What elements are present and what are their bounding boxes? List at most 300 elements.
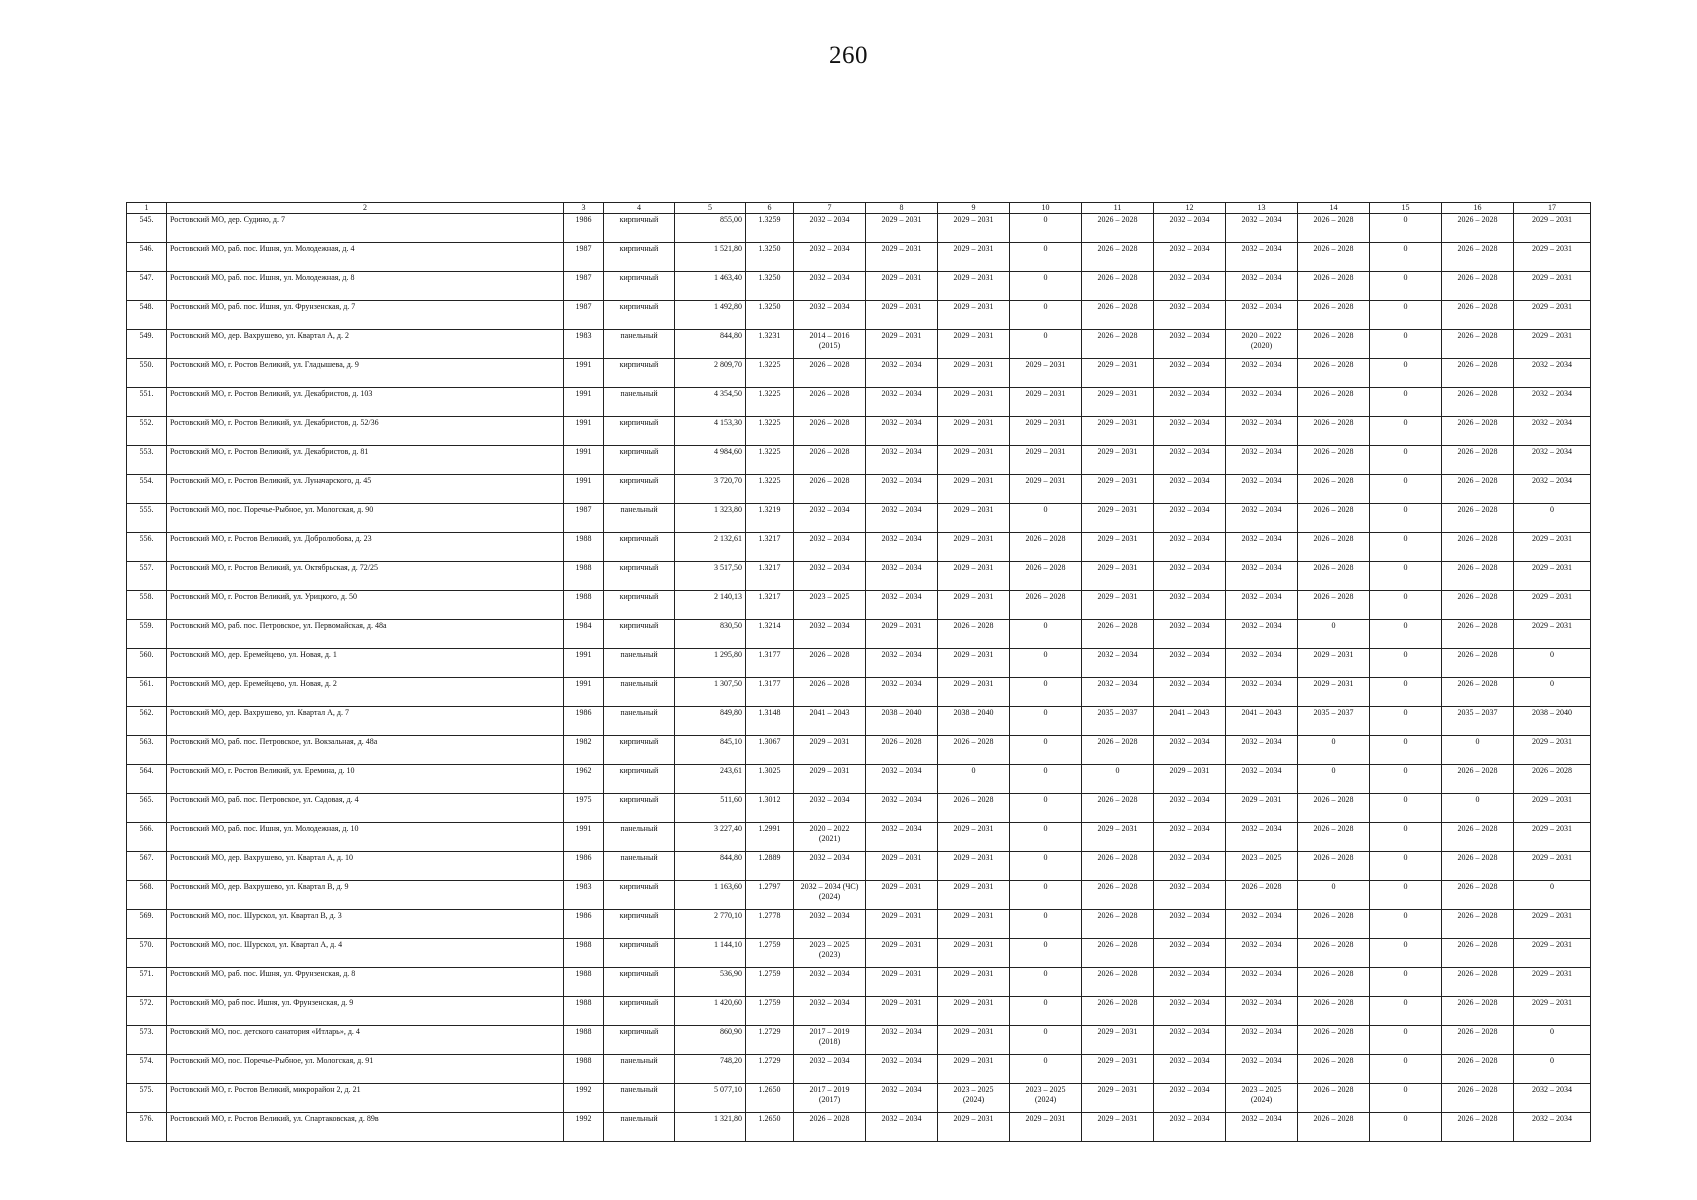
row-number-cell: 571. (127, 968, 167, 997)
cell-col-16: 2026 – 2028 (1442, 881, 1514, 910)
cell-col-16: 2026 – 2028 (1442, 1055, 1514, 1084)
cell-col-3: 1988 (564, 968, 604, 997)
cell-col-13: 2032 – 2034 (1226, 968, 1298, 997)
column-number-4: 4 (604, 203, 675, 214)
cell-col-8: 2032 – 2034 (866, 1055, 938, 1084)
cell-col-13: 2032 – 2034 (1226, 359, 1298, 388)
table-row (127, 1113, 1591, 1142)
cell-col-7: 2023 – 2025 (2023) (794, 939, 866, 968)
cell-col-8: 2029 – 2031 (866, 272, 938, 301)
cell-col-9: 2029 – 2031 (938, 939, 1010, 968)
cell-col-11: 2026 – 2028 (1082, 939, 1154, 968)
cell-col-3: 1992 (564, 1084, 604, 1113)
cell-col-16: 2026 – 2028 (1442, 649, 1514, 678)
cell-col-14: 2026 – 2028 (1298, 852, 1370, 881)
cell-col-7: 2026 – 2028 (794, 475, 866, 504)
area-cell: 1 144,10 (675, 939, 746, 968)
cell-col-8: 2029 – 2031 (866, 214, 938, 243)
cell-col-8: 2032 – 2034 (866, 359, 938, 388)
cell-col-12: 2032 – 2034 (1154, 1026, 1226, 1055)
cell-col-14: 2026 – 2028 (1298, 823, 1370, 852)
cell-col-17: 2029 – 2031 (1514, 939, 1591, 968)
cell-col-13: 2026 – 2028 (1226, 881, 1298, 910)
cell-col-9: 2026 – 2028 (938, 794, 1010, 823)
table-row (127, 794, 1591, 823)
cell-col-11: 2026 – 2028 (1082, 620, 1154, 649)
cell-col-14: 2026 – 2028 (1298, 562, 1370, 591)
cell-col-3: 1986 (564, 214, 604, 243)
cell-col-11: 2029 – 2031 (1082, 1113, 1154, 1142)
cell-col-16: 2026 – 2028 (1442, 1113, 1514, 1142)
cell-col-16: 2035 – 2037 (1442, 707, 1514, 736)
cell-col-11: 2026 – 2028 (1082, 330, 1154, 359)
cell-col-13: 2032 – 2034 (1226, 562, 1298, 591)
cell-col-12: 2032 – 2034 (1154, 330, 1226, 359)
cell-col-4: кирпичный (604, 794, 675, 823)
cell-col-6: 1.2778 (746, 910, 794, 939)
area-cell: 1 463,40 (675, 272, 746, 301)
address-cell: Ростовский МО, раб. пос. Ишня, ул. Фрунзенская, д. 8 (167, 968, 564, 997)
cell-col-11: 2029 – 2031 (1082, 1026, 1154, 1055)
cell-col-14: 2026 – 2028 (1298, 533, 1370, 562)
cell-col-16: 2026 – 2028 (1442, 475, 1514, 504)
cell-col-14: 2026 – 2028 (1298, 214, 1370, 243)
cell-col-14: 2026 – 2028 (1298, 388, 1370, 417)
cell-col-17: 2029 – 2031 (1514, 562, 1591, 591)
table-row (127, 823, 1591, 852)
cell-col-16: 2026 – 2028 (1442, 939, 1514, 968)
cell-col-13: 2032 – 2034 (1226, 591, 1298, 620)
address-cell: Ростовский МО, пос. Поречье-Рыбное, ул. Мологская, д. 90 (167, 504, 564, 533)
address-cell: Ростовский МО, раб. пос. Ишня, ул. Молодежная, д. 4 (167, 243, 564, 272)
cell-col-9: 2023 – 2025 (2024) (938, 1084, 1010, 1113)
cell-col-17: 2032 – 2034 (1514, 475, 1591, 504)
table-row (127, 678, 1591, 707)
cell-col-7: 2029 – 2031 (794, 736, 866, 765)
cell-col-8: 2032 – 2034 (866, 446, 938, 475)
cell-col-13: 2032 – 2034 (1226, 417, 1298, 446)
cell-col-15: 0 (1370, 1055, 1442, 1084)
cell-col-17: 2029 – 2031 (1514, 272, 1591, 301)
cell-col-17: 2032 – 2034 (1514, 388, 1591, 417)
area-cell: 4 984,60 (675, 446, 746, 475)
address-cell: Ростовский МО, г. Ростов Великий, ул. Урицкого, д. 50 (167, 591, 564, 620)
cell-col-3: 1986 (564, 910, 604, 939)
cell-col-11: 2026 – 2028 (1082, 910, 1154, 939)
cell-col-7: 2026 – 2028 (794, 446, 866, 475)
cell-col-7: 2032 – 2034 (794, 214, 866, 243)
cell-col-3: 1975 (564, 794, 604, 823)
cell-col-10: 0 (1010, 1055, 1082, 1084)
cell-col-6: 1.3148 (746, 707, 794, 736)
cell-col-12: 2032 – 2034 (1154, 794, 1226, 823)
column-number-15: 15 (1370, 203, 1442, 214)
cell-col-6: 1.2650 (746, 1084, 794, 1113)
cell-col-16: 2026 – 2028 (1442, 562, 1514, 591)
area-cell: 1 307,50 (675, 678, 746, 707)
cell-col-3: 1988 (564, 1026, 604, 1055)
row-number-cell: 572. (127, 997, 167, 1026)
cell-col-7: 2032 – 2034 (794, 562, 866, 591)
cell-col-10: 0 (1010, 736, 1082, 765)
cell-col-8: 2032 – 2034 (866, 591, 938, 620)
cell-col-9: 2029 – 2031 (938, 881, 1010, 910)
cell-col-9: 2029 – 2031 (938, 823, 1010, 852)
address-cell: Ростовский МО, пос. Шурскол, ул. Квартал В, д. 3 (167, 910, 564, 939)
cell-col-11: 2032 – 2034 (1082, 678, 1154, 707)
cell-col-14: 2029 – 2031 (1298, 649, 1370, 678)
cell-col-14: 2026 – 2028 (1298, 243, 1370, 272)
cell-col-6: 1.3217 (746, 591, 794, 620)
cell-col-16: 2026 – 2028 (1442, 359, 1514, 388)
cell-col-8: 2032 – 2034 (866, 504, 938, 533)
cell-col-6: 1.2759 (746, 997, 794, 1026)
cell-col-14: 2026 – 2028 (1298, 359, 1370, 388)
table-row (127, 388, 1591, 417)
cell-col-4: кирпичный (604, 272, 675, 301)
cell-col-17: 2029 – 2031 (1514, 301, 1591, 330)
table-row (127, 243, 1591, 272)
cell-col-9: 2029 – 2031 (938, 243, 1010, 272)
row-number-cell: 556. (127, 533, 167, 562)
cell-col-8: 2029 – 2031 (866, 620, 938, 649)
cell-col-3: 1991 (564, 388, 604, 417)
cell-col-7: 2020 – 2022 (2021) (794, 823, 866, 852)
cell-col-6: 1.3250 (746, 272, 794, 301)
cell-col-4: кирпичный (604, 997, 675, 1026)
cell-col-11: 2026 – 2028 (1082, 881, 1154, 910)
row-number-cell: 549. (127, 330, 167, 359)
cell-col-12: 2032 – 2034 (1154, 939, 1226, 968)
cell-col-6: 1.3067 (746, 736, 794, 765)
cell-col-17: 2029 – 2031 (1514, 591, 1591, 620)
table-row (127, 1055, 1591, 1084)
cell-col-10: 0 (1010, 910, 1082, 939)
cell-col-9: 2029 – 2031 (938, 272, 1010, 301)
cell-col-9: 2038 – 2040 (938, 707, 1010, 736)
cell-col-4: кирпичный (604, 1026, 675, 1055)
cell-col-8: 2032 – 2034 (866, 1084, 938, 1113)
cell-col-13: 2029 – 2031 (1226, 794, 1298, 823)
cell-col-12: 2032 – 2034 (1154, 1113, 1226, 1142)
cell-col-6: 1.2729 (746, 1026, 794, 1055)
cell-col-6: 1.2759 (746, 968, 794, 997)
cell-col-15: 0 (1370, 852, 1442, 881)
area-cell: 2 770,10 (675, 910, 746, 939)
address-cell: Ростовский МО, дер. Еремейцево, ул. Новая, д. 1 (167, 649, 564, 678)
cell-col-9: 2029 – 2031 (938, 562, 1010, 591)
cell-col-17: 0 (1514, 1026, 1591, 1055)
row-number-cell: 567. (127, 852, 167, 881)
cell-col-15: 0 (1370, 794, 1442, 823)
cell-col-10: 2026 – 2028 (1010, 591, 1082, 620)
cell-col-10: 0 (1010, 243, 1082, 272)
cell-col-7: 2032 – 2034 (794, 852, 866, 881)
cell-col-17: 2032 – 2034 (1514, 446, 1591, 475)
row-number-cell: 565. (127, 794, 167, 823)
cell-col-11: 2026 – 2028 (1082, 243, 1154, 272)
cell-col-12: 2032 – 2034 (1154, 910, 1226, 939)
cell-col-9: 2029 – 2031 (938, 475, 1010, 504)
cell-col-11: 2029 – 2031 (1082, 359, 1154, 388)
cell-col-16: 2026 – 2028 (1442, 678, 1514, 707)
cell-col-11: 2029 – 2031 (1082, 562, 1154, 591)
address-cell: Ростовский МО, раб. пос. Петровское, ул. Первомайская, д. 48а (167, 620, 564, 649)
cell-col-3: 1991 (564, 417, 604, 446)
cell-col-11: 2029 – 2031 (1082, 591, 1154, 620)
table-row (127, 301, 1591, 330)
cell-col-3: 1988 (564, 939, 604, 968)
row-number-cell: 569. (127, 910, 167, 939)
table-row (127, 475, 1591, 504)
cell-col-9: 2029 – 2031 (938, 504, 1010, 533)
cell-col-15: 0 (1370, 910, 1442, 939)
cell-col-10: 0 (1010, 1026, 1082, 1055)
cell-col-16: 0 (1442, 736, 1514, 765)
cell-col-11: 2026 – 2028 (1082, 852, 1154, 881)
row-number-cell: 558. (127, 591, 167, 620)
table-row (127, 881, 1591, 910)
address-cell: Ростовский МО, пос. детского санатория «Итларь», д. 4 (167, 1026, 564, 1055)
cell-col-3: 1991 (564, 446, 604, 475)
area-cell: 3 517,50 (675, 562, 746, 591)
cell-col-12: 2032 – 2034 (1154, 533, 1226, 562)
cell-col-13: 2032 – 2034 (1226, 243, 1298, 272)
cell-col-7: 2026 – 2028 (794, 359, 866, 388)
cell-col-3: 1991 (564, 823, 604, 852)
row-number-cell: 570. (127, 939, 167, 968)
cell-col-10: 2029 – 2031 (1010, 446, 1082, 475)
cell-col-4: панельный (604, 504, 675, 533)
address-cell: Ростовский МО, дер. Еремейцево, ул. Новая, д. 2 (167, 678, 564, 707)
cell-col-14: 2026 – 2028 (1298, 968, 1370, 997)
cell-col-16: 2026 – 2028 (1442, 765, 1514, 794)
cell-col-10: 0 (1010, 649, 1082, 678)
column-number-1: 1 (127, 203, 167, 214)
cell-col-4: панельный (604, 823, 675, 852)
cell-col-17: 0 (1514, 1055, 1591, 1084)
cell-col-6: 1.3225 (746, 475, 794, 504)
cell-col-12: 2032 – 2034 (1154, 852, 1226, 881)
cell-col-11: 2029 – 2031 (1082, 475, 1154, 504)
cell-col-13: 2023 – 2025 (2024) (1226, 1084, 1298, 1113)
cell-col-16: 2026 – 2028 (1442, 272, 1514, 301)
cell-col-17: 2032 – 2034 (1514, 417, 1591, 446)
cell-col-8: 2032 – 2034 (866, 562, 938, 591)
cell-col-11: 2026 – 2028 (1082, 968, 1154, 997)
table-row (127, 649, 1591, 678)
cell-col-13: 2032 – 2034 (1226, 1055, 1298, 1084)
row-number-cell: 568. (127, 881, 167, 910)
cell-col-12: 2032 – 2034 (1154, 272, 1226, 301)
cell-col-12: 2032 – 2034 (1154, 417, 1226, 446)
cell-col-16: 2026 – 2028 (1442, 1084, 1514, 1113)
cell-col-17: 0 (1514, 678, 1591, 707)
cell-col-3: 1983 (564, 881, 604, 910)
cell-col-8: 2029 – 2031 (866, 968, 938, 997)
cell-col-10: 0 (1010, 214, 1082, 243)
cell-col-13: 2032 – 2034 (1226, 533, 1298, 562)
row-number-cell: 553. (127, 446, 167, 475)
cell-col-15: 0 (1370, 591, 1442, 620)
cell-col-8: 2029 – 2031 (866, 852, 938, 881)
cell-col-8: 2032 – 2034 (866, 1026, 938, 1055)
cell-col-15: 0 (1370, 1113, 1442, 1142)
table-row (127, 417, 1591, 446)
row-number-cell: 547. (127, 272, 167, 301)
cell-col-14: 2026 – 2028 (1298, 1084, 1370, 1113)
cell-col-7: 2032 – 2034 (794, 301, 866, 330)
cell-col-9: 2029 – 2031 (938, 388, 1010, 417)
cell-col-6: 1.2797 (746, 881, 794, 910)
cell-col-6: 1.3217 (746, 533, 794, 562)
cell-col-9: 2029 – 2031 (938, 910, 1010, 939)
cell-col-3: 1988 (564, 997, 604, 1026)
table-row (127, 939, 1591, 968)
cell-col-15: 0 (1370, 678, 1442, 707)
cell-col-9: 2029 – 2031 (938, 591, 1010, 620)
table-row (127, 620, 1591, 649)
cell-col-9: 2029 – 2031 (938, 301, 1010, 330)
cell-col-11: 2026 – 2028 (1082, 736, 1154, 765)
cell-col-17: 0 (1514, 504, 1591, 533)
cell-col-3: 1982 (564, 736, 604, 765)
cell-col-4: кирпичный (604, 417, 675, 446)
cell-col-17: 2029 – 2031 (1514, 823, 1591, 852)
table-row (127, 707, 1591, 736)
cell-col-7: 2029 – 2031 (794, 765, 866, 794)
cell-col-14: 2026 – 2028 (1298, 330, 1370, 359)
cell-col-12: 2032 – 2034 (1154, 475, 1226, 504)
cell-col-11: 2035 – 2037 (1082, 707, 1154, 736)
area-cell: 4 153,30 (675, 417, 746, 446)
cell-col-10: 0 (1010, 330, 1082, 359)
column-number-17: 17 (1514, 203, 1591, 214)
table-row (127, 562, 1591, 591)
cell-col-12: 2032 – 2034 (1154, 649, 1226, 678)
cell-col-10: 0 (1010, 852, 1082, 881)
cell-col-6: 1.3250 (746, 243, 794, 272)
cell-col-3: 1983 (564, 330, 604, 359)
cell-col-17: 0 (1514, 881, 1591, 910)
table-row (127, 330, 1591, 359)
cell-col-10: 0 (1010, 968, 1082, 997)
cell-col-6: 1.3231 (746, 330, 794, 359)
cell-col-3: 1988 (564, 591, 604, 620)
cell-col-3: 1987 (564, 504, 604, 533)
cell-col-12: 2032 – 2034 (1154, 1055, 1226, 1084)
row-number-cell: 574. (127, 1055, 167, 1084)
area-cell: 1 521,80 (675, 243, 746, 272)
cell-col-8: 2032 – 2034 (866, 649, 938, 678)
cell-col-14: 2026 – 2028 (1298, 504, 1370, 533)
area-cell: 748,20 (675, 1055, 746, 1084)
cell-col-6: 1.3259 (746, 214, 794, 243)
address-cell: Ростовский МО, пос. Поречье-Рыбное, ул. Мологская, д. 91 (167, 1055, 564, 1084)
cell-col-12: 2032 – 2034 (1154, 591, 1226, 620)
area-cell: 830,50 (675, 620, 746, 649)
cell-col-14: 2035 – 2037 (1298, 707, 1370, 736)
cell-col-11: 2029 – 2031 (1082, 823, 1154, 852)
cell-col-4: кирпичный (604, 881, 675, 910)
area-cell: 2 809,70 (675, 359, 746, 388)
table-row (127, 968, 1591, 997)
cell-col-15: 0 (1370, 765, 1442, 794)
cell-col-13: 2032 – 2034 (1226, 649, 1298, 678)
cell-col-16: 2026 – 2028 (1442, 504, 1514, 533)
column-number-row (127, 203, 1591, 214)
cell-col-4: кирпичный (604, 243, 675, 272)
column-number-7: 7 (794, 203, 866, 214)
cell-col-16: 2026 – 2028 (1442, 388, 1514, 417)
cell-col-11: 2026 – 2028 (1082, 214, 1154, 243)
row-number-cell: 566. (127, 823, 167, 852)
cell-col-3: 1988 (564, 533, 604, 562)
cell-col-6: 1.2889 (746, 852, 794, 881)
area-cell: 2 132,61 (675, 533, 746, 562)
cell-col-13: 2020 – 2022 (2020) (1226, 330, 1298, 359)
cell-col-13: 2032 – 2034 (1226, 446, 1298, 475)
cell-col-12: 2032 – 2034 (1154, 388, 1226, 417)
cell-col-10: 2029 – 2031 (1010, 475, 1082, 504)
cell-col-4: панельный (604, 330, 675, 359)
cell-col-3: 1986 (564, 707, 604, 736)
cell-col-8: 2032 – 2034 (866, 678, 938, 707)
cell-col-13: 2032 – 2034 (1226, 765, 1298, 794)
cell-col-8: 2029 – 2031 (866, 939, 938, 968)
area-cell: 855,00 (675, 214, 746, 243)
cell-col-8: 2032 – 2034 (866, 1113, 938, 1142)
cell-col-3: 1984 (564, 620, 604, 649)
cell-col-4: панельный (604, 1113, 675, 1142)
table-row (127, 533, 1591, 562)
cell-col-3: 1992 (564, 1113, 604, 1142)
cell-col-17: 2029 – 2031 (1514, 794, 1591, 823)
cell-col-13: 2032 – 2034 (1226, 997, 1298, 1026)
cell-col-3: 1986 (564, 852, 604, 881)
cell-col-4: панельный (604, 1055, 675, 1084)
cell-col-12: 2032 – 2034 (1154, 446, 1226, 475)
table-row (127, 1026, 1591, 1055)
cell-col-10: 0 (1010, 620, 1082, 649)
cell-col-9: 2029 – 2031 (938, 649, 1010, 678)
table-row (127, 852, 1591, 881)
column-number-5: 5 (675, 203, 746, 214)
cell-col-13: 2032 – 2034 (1226, 910, 1298, 939)
cell-col-15: 0 (1370, 620, 1442, 649)
column-number-11: 11 (1082, 203, 1154, 214)
row-number-cell: 561. (127, 678, 167, 707)
cell-col-7: 2014 – 2016 (2015) (794, 330, 866, 359)
cell-col-7: 2032 – 2034 (794, 794, 866, 823)
cell-col-7: 2041 – 2043 (794, 707, 866, 736)
cell-col-14: 0 (1298, 765, 1370, 794)
cell-col-8: 2032 – 2034 (866, 533, 938, 562)
table-row (127, 504, 1591, 533)
cell-col-14: 2026 – 2028 (1298, 1026, 1370, 1055)
cell-col-10: 0 (1010, 794, 1082, 823)
area-cell: 1 420,60 (675, 997, 746, 1026)
cell-col-14: 2026 – 2028 (1298, 794, 1370, 823)
cell-col-16: 2026 – 2028 (1442, 591, 1514, 620)
area-cell: 1 321,80 (675, 1113, 746, 1142)
cell-col-8: 2026 – 2028 (866, 736, 938, 765)
row-number-cell: 573. (127, 1026, 167, 1055)
cell-col-16: 2026 – 2028 (1442, 243, 1514, 272)
address-cell: Ростовский МО, раб пос. Ишня, ул. Фрунзенская, д. 9 (167, 997, 564, 1026)
cell-col-7: 2032 – 2034 (794, 243, 866, 272)
area-cell: 1 295,80 (675, 649, 746, 678)
